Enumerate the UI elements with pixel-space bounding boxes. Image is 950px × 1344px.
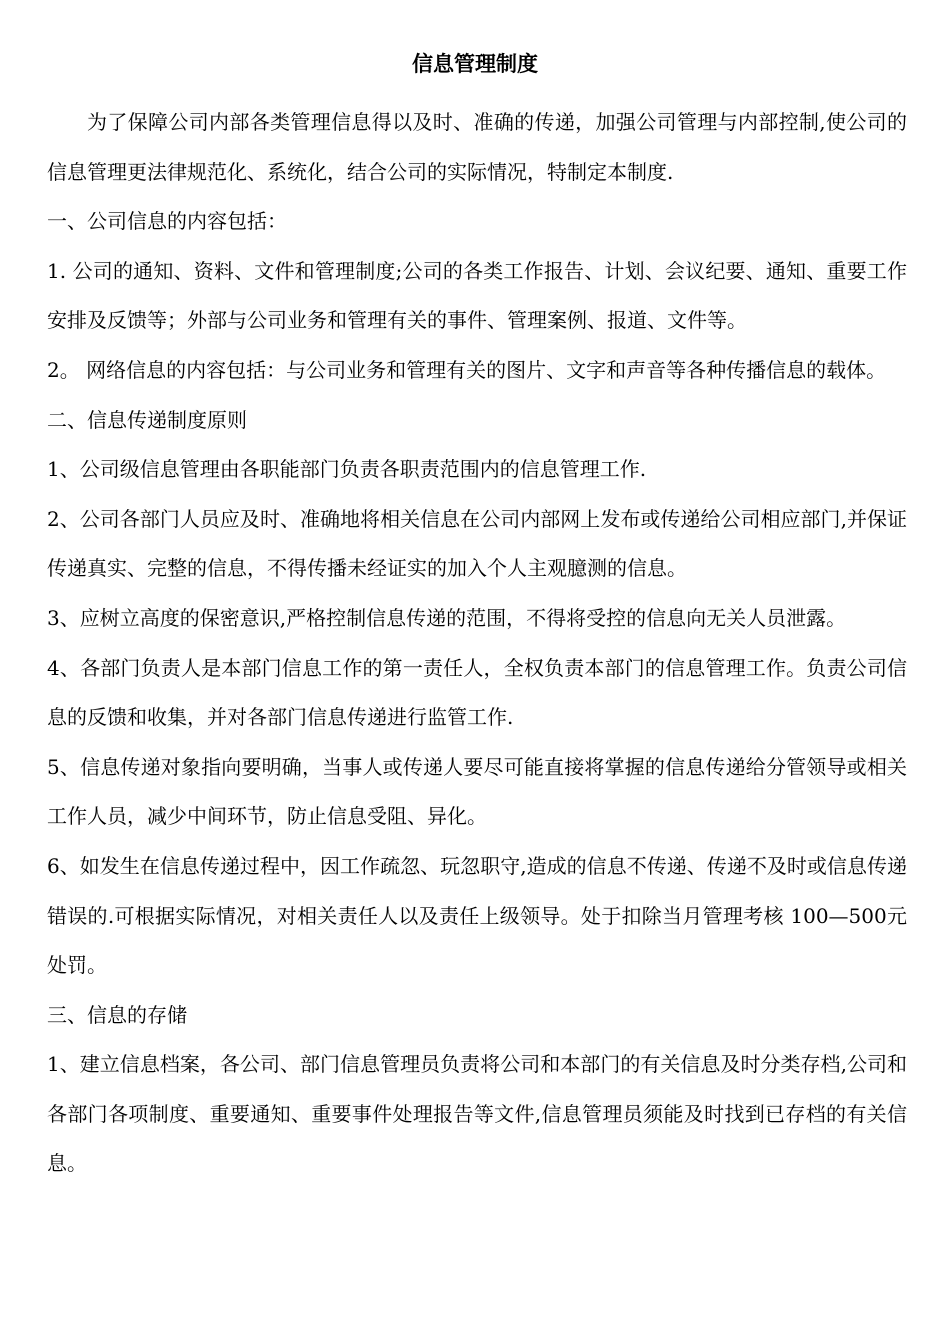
section-heading-2: 二、信息传递制度原则	[47, 407, 247, 432]
section-1-item-1: 1. 公司的通知、资料、文件和管理制度;公司的各类工作报告、计划、会议纪要、通知、重要工作安排及反馈等；外部与公司业务和管理有关的事件、管理案例、报道、文件等。	[47, 258, 907, 333]
section-1-item-2: 2。 网络信息的内容包括：与公司业务和管理有关的图片、文字和声音等各种传播信息的载体。	[47, 357, 887, 382]
section-2-item-4: 4、各部门负责人是本部门信息工作的第一责任人，全权负责本部门的信息管理工作。负责公司信息的反馈和收集，并对各部门信息传递进行监管工作.	[47, 655, 907, 730]
document-title: 信息管理制度	[412, 52, 538, 76]
section-2-item-6: 6、如发生在信息传递过程中，因工作疏忽、玩忽职守,造成的信息不传递、传递不及时或信息传递错误的.可根据实际情况，对相关责任人以及责任上级领导。处于扣除当月管理考核 100—500元处罚。	[47, 853, 907, 978]
section-2-item-3: 3、应树立高度的保密意识,严格控制信息传递的范围，不得将受控的信息向无关人员泄露。	[47, 605, 847, 630]
section-2-item-1: 1、公司级信息管理由各职能部门负责各职责范围内的信息管理工作.	[47, 457, 647, 482]
document-body	[47, 98, 907, 1189]
section-2-item-5: 5、信息传递对象指向要明确，当事人或传递人要尽可能直接将掌握的信息传递给分管领导或相关工作人员，减少中间环节，防止信息受阻、异化。	[47, 754, 907, 829]
section-heading-1: 一、公司信息的内容包括：	[47, 209, 287, 234]
section-heading-3: 三、信息的存储	[47, 1002, 187, 1027]
section-3-item-1: 1、建立信息档案，各公司、部门信息管理员负责将公司和本部门的有关信息及时分类存档,公司和各部门各项制度、重要通知、重要事件处理报告等文件,信息管理员须能及时找到已存档的有关信息。	[47, 1052, 907, 1176]
section-2-item-2: 2、公司各部门人员应及时、准确地将相关信息在公司内部网上发布或传递给公司相应部门,并保证传递真实、完整的信息，不得传播未经证实的加入个人主观臆测的信息。	[47, 506, 907, 581]
intro-paragraph: 为了保障公司内部各类管理信息得以及时、准确的传递，加强公司管理与内部控制,使公司的信息管理更法律规范化、系统化，结合公司的实际情况，特制定本制度.	[47, 110, 907, 184]
